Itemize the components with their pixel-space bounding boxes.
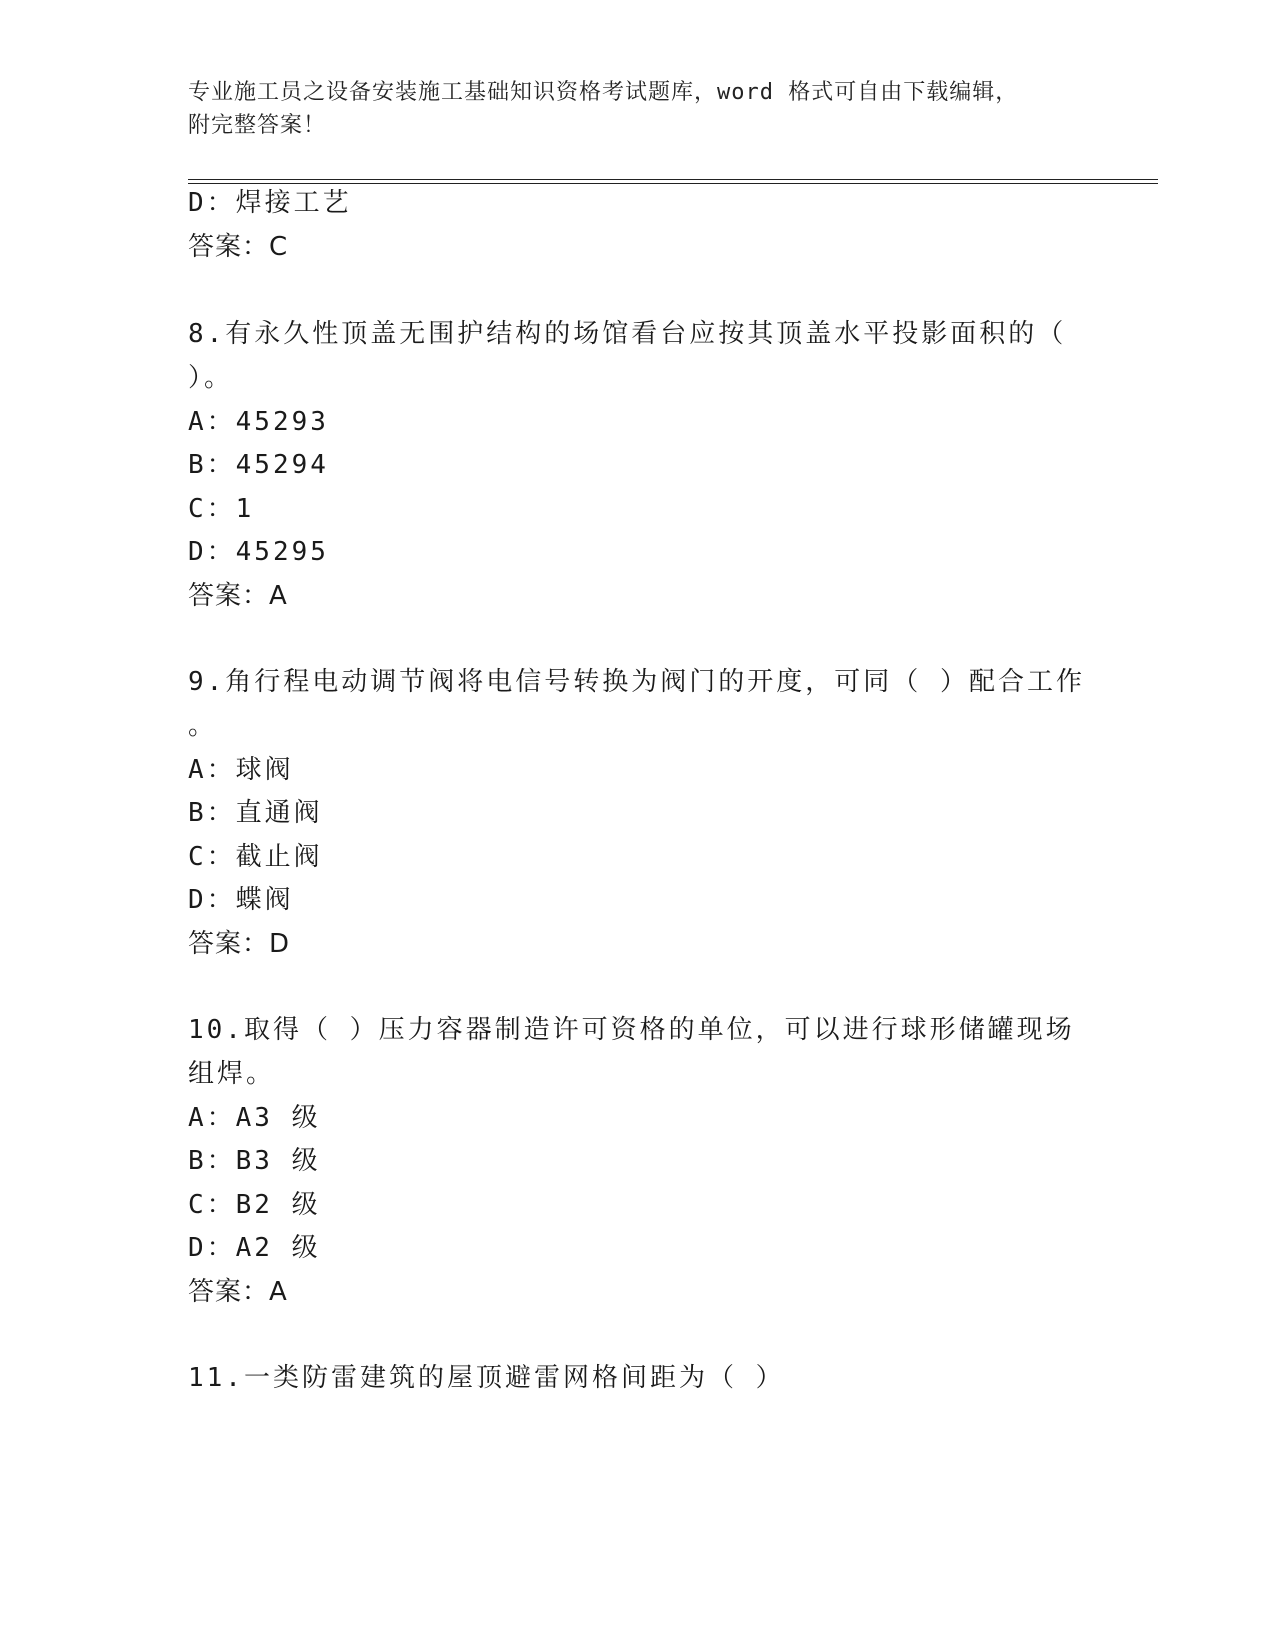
header-divider-top [188,179,1158,180]
q8-answer: 答案：A [188,581,288,611]
q9-answer: 答案：D [188,929,291,959]
q9-option-b: B：直通阀 [188,798,323,828]
q9-stem-line-2: 。 [188,711,218,741]
prev-answer: 答案：C [188,232,289,262]
q10-option-b: B：B3 级 [188,1146,321,1176]
q8-option-d: D：45295 [188,537,329,567]
q8-option-b: B：45294 [188,450,329,480]
header-divider-bottom [188,183,1158,184]
q8-stem-line-1: 8.有永久性顶盖无围护结构的场馆看台应按其顶盖水平投影面积的（ [188,319,1067,349]
prev-option-d: D：焊接工艺 [188,188,352,218]
q10-option-d: D：A2 级 [188,1233,321,1263]
q11-stem-line-1: 11.一类防雷建筑的屋顶避雷网格间距为（ ） [188,1363,785,1393]
q8-option-a: A：45293 [188,407,329,437]
q9-option-c: C：截止阀 [188,842,323,872]
q10-option-a: A：A3 级 [188,1103,321,1133]
q8-stem-line-2: ）。 [188,363,234,393]
q9-stem-line-1: 9.角行程电动调节阀将电信号转换为阀门的开度，可同（ ）配合工作 [188,667,1085,697]
q10-option-c: C：B2 级 [188,1190,321,1220]
q9-option-d: D：蝶阀 [188,885,294,915]
q9-option-a: A：球阀 [188,755,294,785]
header-title-line-2: 附完整答案！ [188,113,327,138]
q10-answer: 答案：A [188,1277,288,1307]
header-title-line-1: 专业施工员之设备安装施工基础知识资格考试题库，word 格式可自由下载编辑， [188,80,1019,105]
document-header [188,76,1088,142]
q10-stem-line-1: 10.取得（ ）压力容器制造许可资格的单位，可以进行球形储罐现场 [188,1015,1075,1045]
q10-stem-line-2: 组焊。 [188,1059,276,1089]
q8-option-c: C：1 [188,494,255,524]
